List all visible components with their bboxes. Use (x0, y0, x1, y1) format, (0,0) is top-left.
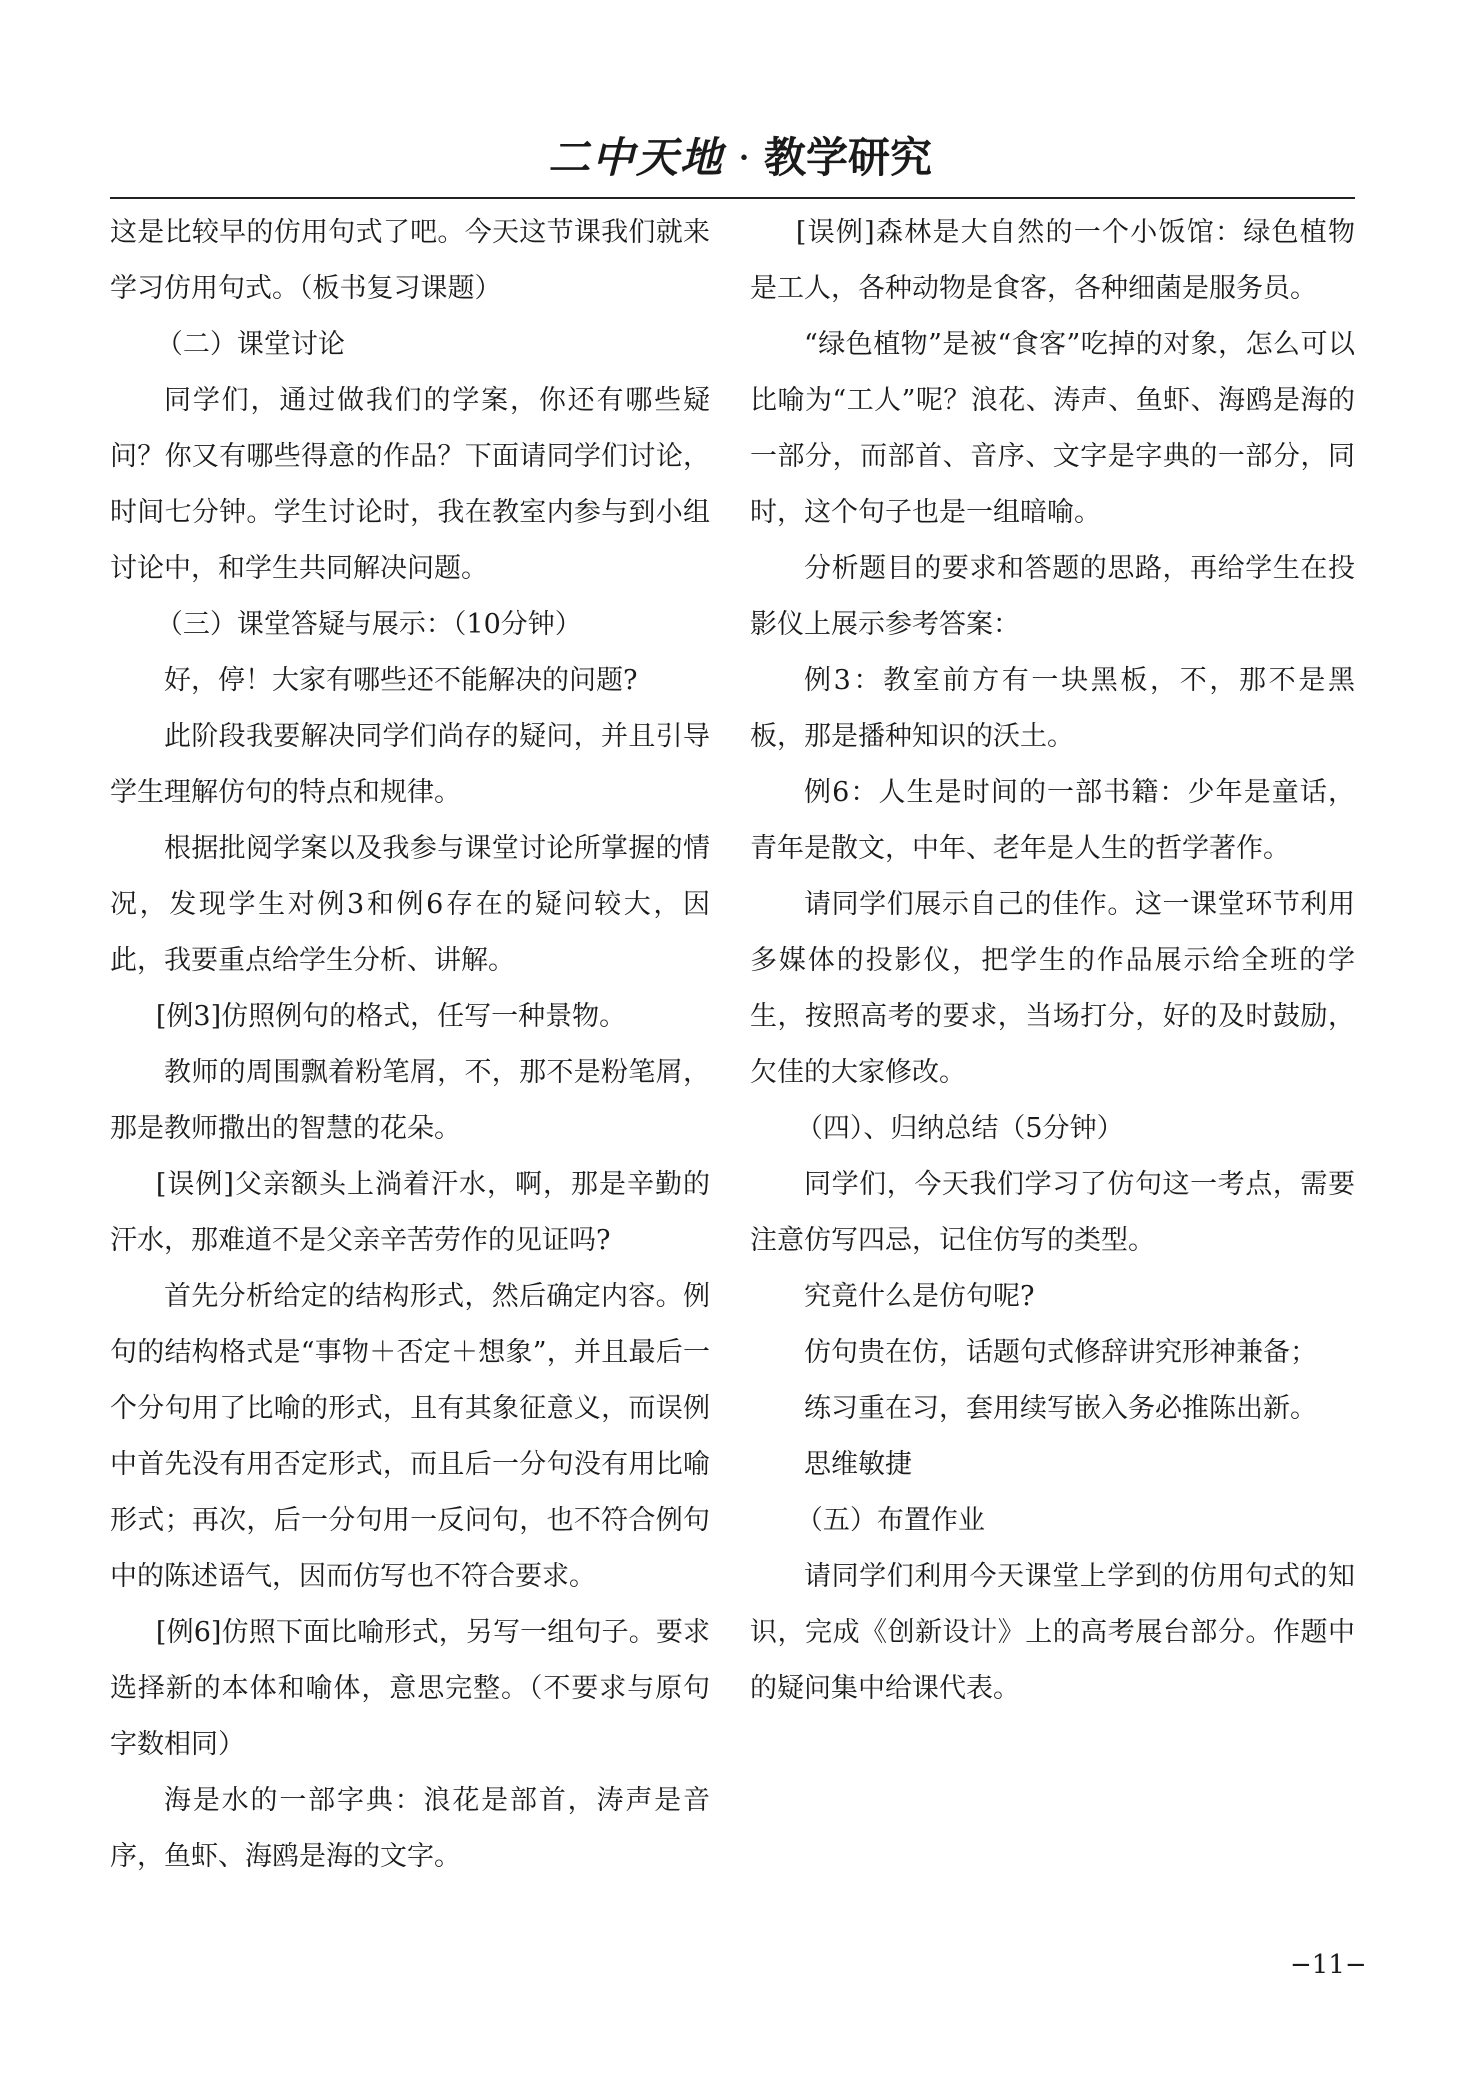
paragraph: 同学们，今天我们学习了仿句这一考点，需要注意仿写四忌，记住仿写的类型。 (750, 1169, 1355, 1256)
paragraph: 练习重在习，套用续写嵌入务必推陈出新。 (804, 1393, 1317, 1424)
paragraph: 根据批阅学案以及我参与课堂讨论所掌握的情况，发现学生对例3和例6存在的疑问较大，因此，我要重点给学生分析、讲解。 (110, 833, 710, 976)
journal-brand-logo: 二中天地 (547, 133, 724, 182)
paragraph: 请同学们展示自己的佳作。这一课堂环节利用多媒体的投影仪，把学生的作品展示给全班的学生，按照高考的要求，当场打分，好的及时鼓励，欠佳的大家修改。 (750, 889, 1355, 1088)
paragraph: （三）课堂答疑与展示：（10分钟） (155, 609, 582, 640)
paragraph: [例6]仿照下面比喻形式，另写一组句子。要求选择新的本体和喻体，意思完整。（不要求与原句字数相同） (110, 1617, 710, 1760)
paragraph: （二）课堂讨论 (155, 329, 345, 360)
paragraph: 思维敏捷 (804, 1449, 912, 1480)
paragraph: 请同学们利用今天课堂上学到的仿用句式的知识，完成《创新设计》上的高考展台部分。作题中的疑问集中给课代表。 (750, 1561, 1355, 1704)
paragraph: 分析题目的要求和答题的思路，再给学生在投影仪上展示参考答案： (750, 553, 1355, 640)
paragraph: 海是水的一部字典：浪花是部首，涛声是音序，鱼虾、海鸥是海的文字。 (110, 1785, 710, 1872)
header-rule (110, 197, 1355, 199)
paragraph: [误例]森林是大自然的一个小饭馆：绿色植物是工人，各种动物是食客，各种细菌是服务员。 (750, 217, 1355, 304)
paragraph: 同学们，通过做我们的学案，你还有哪些疑问？你又有哪些得意的作品？下面请同学们讨论，时间七分钟。学生讨论时，我在教室内参与到小组讨论中，和学生共同解决问题。 (110, 385, 710, 584)
paragraph: （四）、归纳总结（5分钟） (795, 1113, 1124, 1144)
paragraph: 这是比较早的仿用句式了吧。今天这节课我们就来学习仿用句式。（板书复习课题） (110, 217, 710, 304)
paragraph: 首先分析给定的结构形式，然后确定内容。例句的结构格式是“事物＋否定＋想象”，并且最后一个分句用了比喻的形式，且有其象征意义，而误例中首先没有用否定形式，而且后一分句没有用比喻形式；再次，后一分句用一反问句，也不符合例句中的陈述语气，因而仿写也不符合要求。 (110, 1281, 710, 1592)
paragraph: 例6：人生是时间的一部书籍：少年是童话，青年是散文，中年、老年是人生的哲学著作。 (750, 777, 1355, 864)
page-number: −11− (1290, 1950, 1367, 1980)
paragraph: 此阶段我要解决同学们尚存的疑问，并且引导学生理解仿句的特点和规律。 (110, 721, 710, 808)
paragraph: 教师的周围飘着粉笔屑，不，那不是粉笔屑，那是教师撒出的智慧的花朵。 (110, 1057, 710, 1144)
paragraph: 究竟什么是仿句呢? (804, 1281, 1035, 1312)
paragraph: [例3]仿照例句的格式，任写一种景物。 (155, 1001, 627, 1032)
paragraph: 仿句贵在仿，话题句式修辞讲究形神兼备； (804, 1337, 1317, 1368)
paragraph: （五）布置作业 (795, 1505, 985, 1536)
header-separator: · (737, 133, 751, 182)
paragraph: [误例]父亲额头上淌着汗水，啊，那是辛勤的汗水，那难道不是父亲辛苦劳作的见证吗? (110, 1169, 710, 1256)
paragraph: 好，停！大家有哪些还不能解决的问题? (164, 665, 638, 696)
right-column (750, 205, 1355, 1717)
paragraph: “绿色植物”是被“食客”吃掉的对象，怎么可以比喻为“工人”呢？浪花、涛声、鱼虾、海鸥是海的一部分，而部首、音序、文字是字典的一部分，同时，这个句子也是一组暗喻。 (750, 329, 1355, 528)
paragraph: 例3：教室前方有一块黑板，不，那不是黑板，那是播种知识的沃土。 (750, 665, 1355, 752)
section-title: 教学研究 (764, 133, 933, 182)
left-column (110, 205, 710, 1885)
page-header (0, 130, 1480, 186)
